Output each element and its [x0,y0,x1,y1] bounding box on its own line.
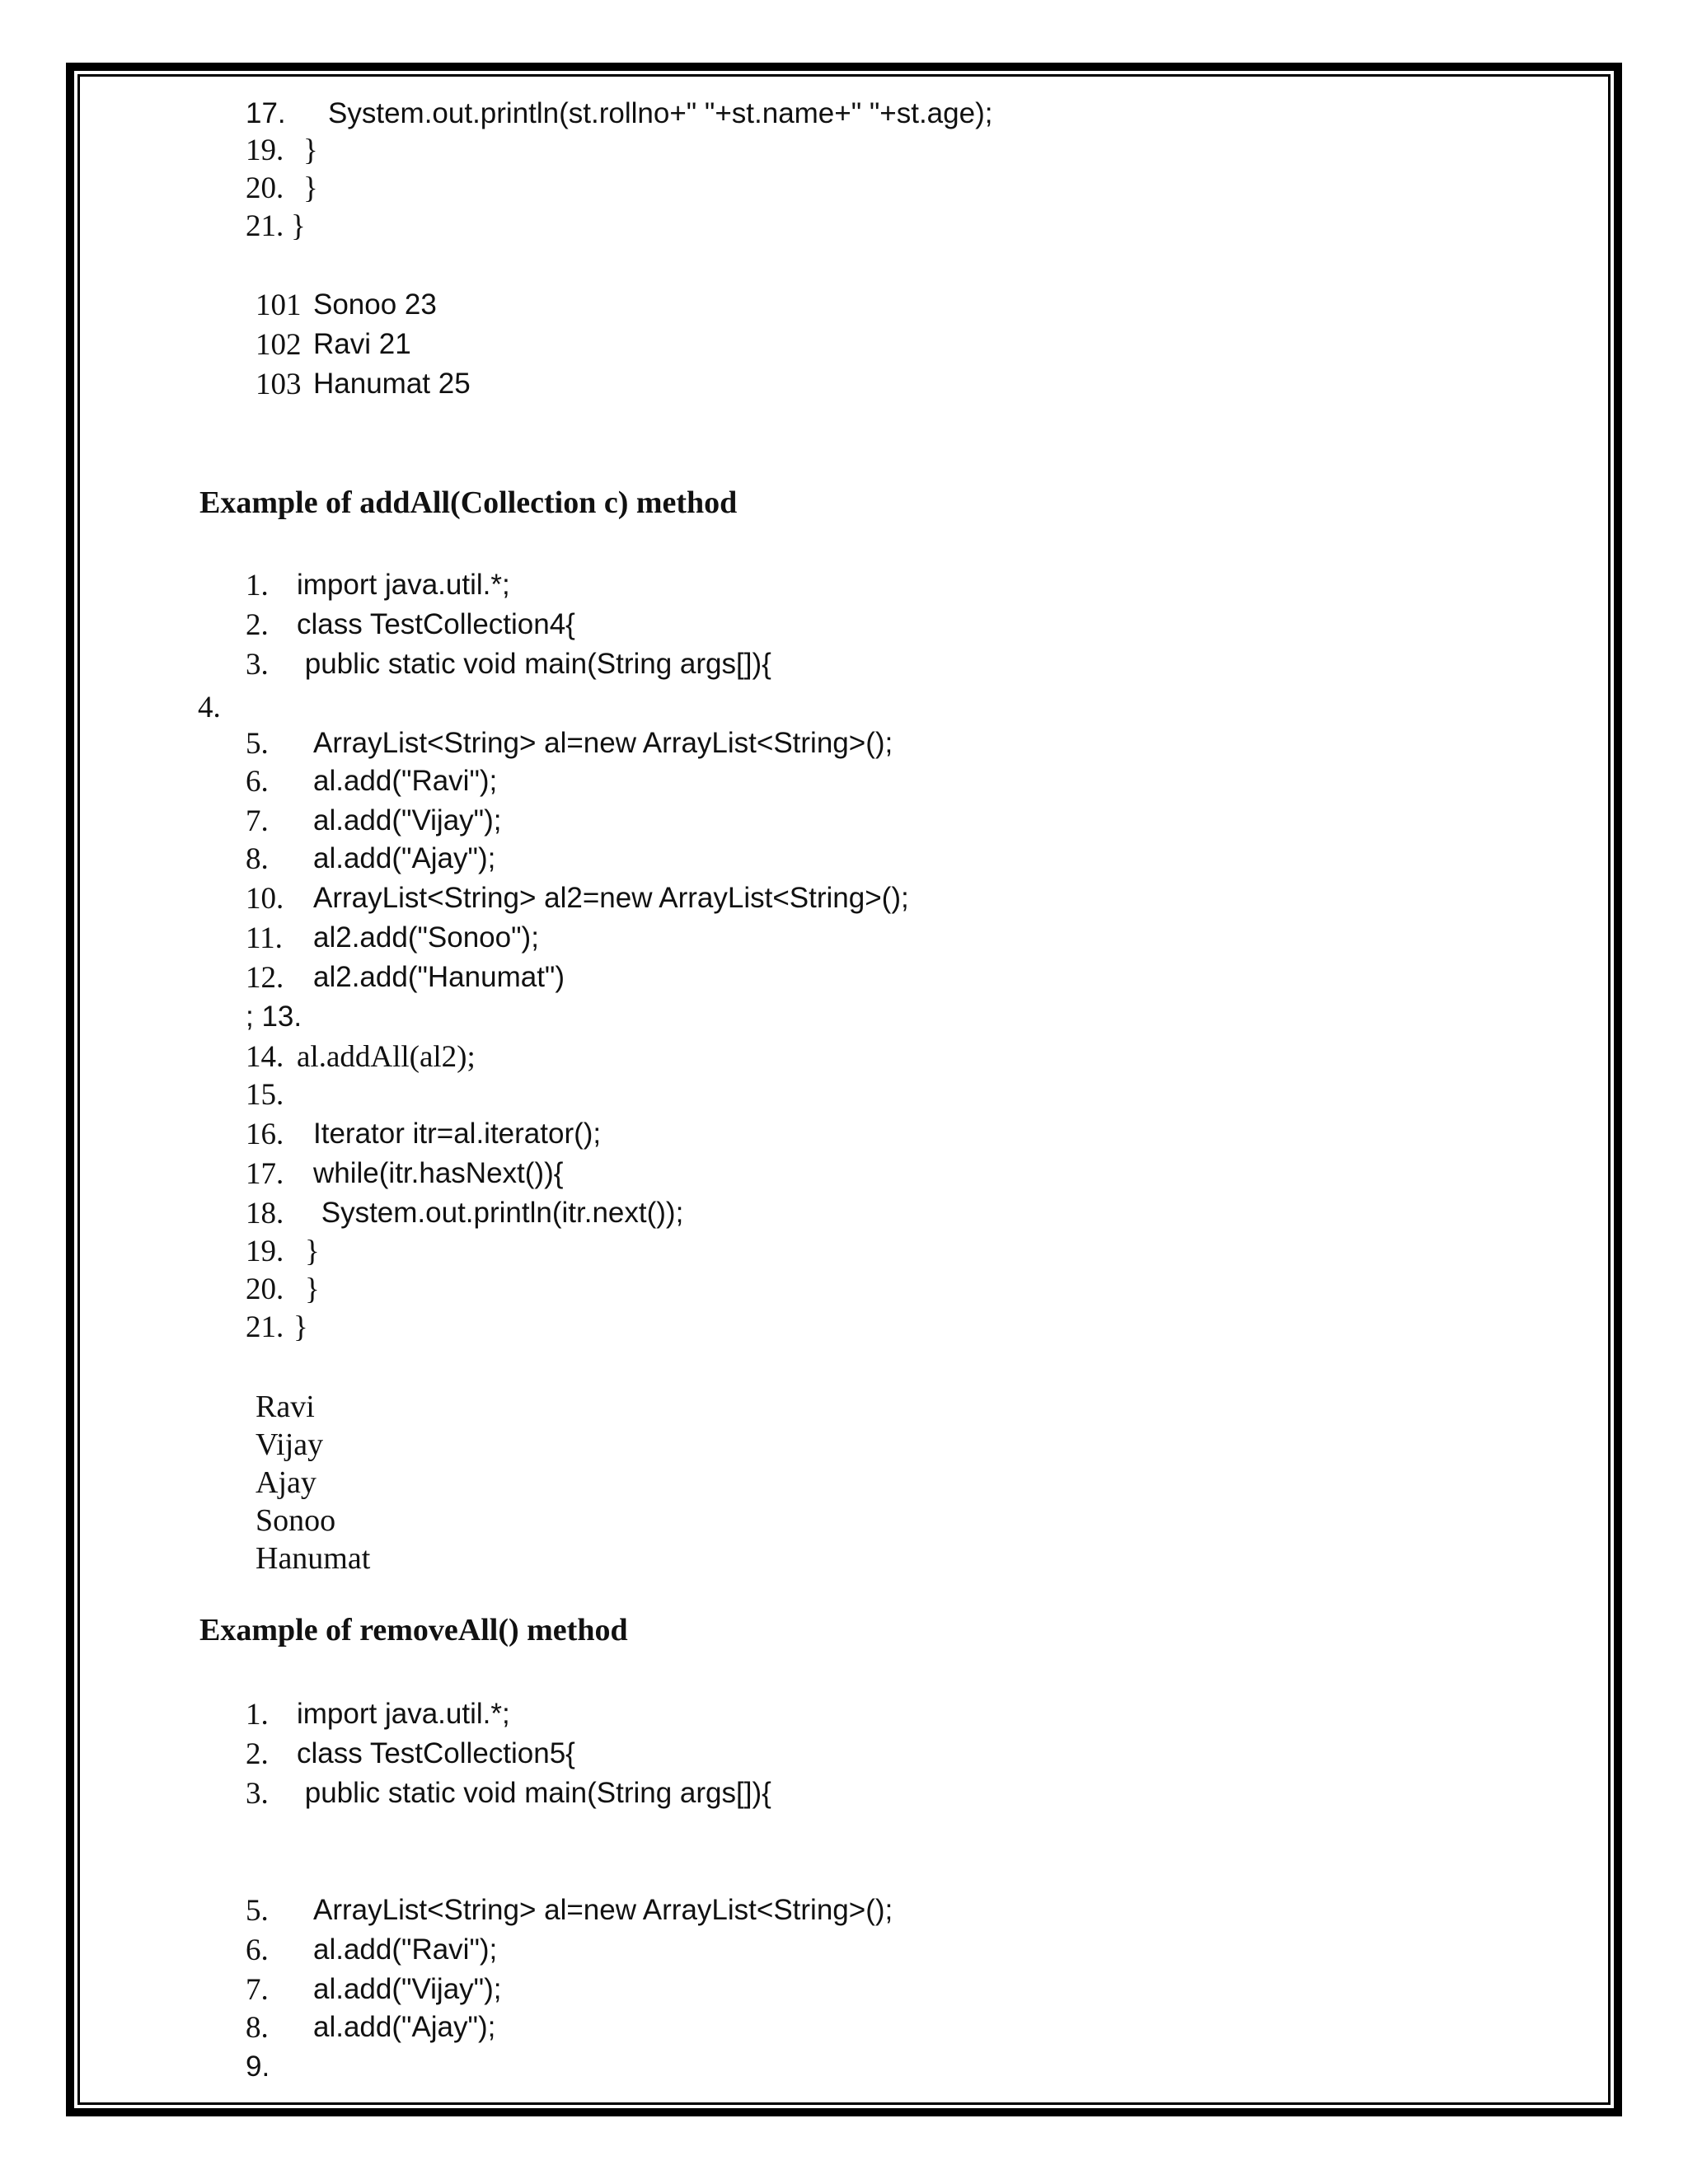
line-number: 10. [246,882,284,916]
code-line: al.addAll(al2); [297,1040,476,1074]
line-number: 1. [246,1698,269,1732]
code-line: } [291,209,306,243]
line-number: 2. [246,608,269,642]
code-line: al.add("Ajay"); [313,2011,496,2043]
line-number: 8. [246,2011,269,2045]
line-number: 5. [246,727,269,761]
line-number: 17. [246,97,286,129]
line-number: 3. [246,1777,269,1811]
line-number: 2. [246,1737,269,1771]
line-number: 12. [246,961,284,995]
output-id: 102 [256,328,302,362]
line-number: 17. [246,1157,284,1191]
line-number: 19. [246,134,284,167]
output-line: Hanumat 25 [313,368,471,400]
output-id: 103 [256,368,302,401]
code-line: ArrayList<String> al2=new ArrayList<String>(); [313,882,909,914]
code-line: Iterator itr=al.iterator(); [313,1118,602,1150]
output-line: Hanumat [256,1541,371,1576]
line-number: 21. [246,1310,284,1344]
output-line: Vijay [256,1427,324,1462]
code-line: System.out.println(itr.next()); [313,1197,684,1229]
code-line: import java.util.*; [297,569,510,601]
line-number: 7. [246,804,269,838]
code-line: } [303,134,318,167]
line-number: 9. [246,2050,270,2083]
output-line: Sonoo 23 [313,288,437,321]
line-number: 15. [246,1078,284,1112]
line-number: 6. [246,1933,269,1967]
output-line: Ravi 21 [313,328,411,360]
code-line: public static void main(String args[]){ [297,1777,771,1809]
code-line: ; 13. [246,1001,302,1033]
code-line: public static void main(String args[]){ [297,648,771,680]
line-number: 5. [246,1894,269,1928]
line-number: 3. [246,648,269,682]
line-number: 18. [246,1197,284,1230]
code-line: al.add("Ajay"); [313,842,496,874]
code-line: al.add("Vijay"); [313,804,502,837]
line-number: 14. [246,1040,284,1074]
code-line: al.add("Ravi"); [313,1933,498,1966]
line-number: 20. [246,171,284,205]
line-number: 16. [246,1118,284,1151]
section-heading-removeall: Example of removeAll() method [199,1613,628,1647]
line-number: 11. [246,921,283,955]
code-line: al.add("Ravi"); [313,765,498,797]
output-line: Sonoo [256,1503,336,1538]
line-number: 4. [198,691,221,724]
code-line: al2.add("Sonoo"); [313,921,539,954]
code-line: import java.util.*; [297,1698,510,1730]
code-line: } [303,171,318,205]
code-line: } [305,1272,320,1306]
code-line: ArrayList<String> al=new ArrayList<String>(); [313,1894,893,1926]
output-line: Ajay [256,1465,316,1500]
section-heading-addall: Example of addAll(Collection c) method [199,485,738,520]
code-line: } [305,1235,320,1268]
output-line: Ravi [256,1390,315,1424]
line-number: 19. [246,1235,284,1268]
code-line: class TestCollection4{ [297,608,575,640]
code-line: ArrayList<String> al=new ArrayList<String>(); [313,727,893,759]
code-line: al.add("Vijay"); [313,1973,502,2005]
line-number: 20. [246,1272,284,1306]
line-number: 7. [246,1973,269,2007]
output-id: 101 [256,288,302,322]
line-number: 21. [246,209,284,243]
code-line: al2.add("Hanumat") [313,961,565,993]
code-line: class TestCollection5{ [297,1737,575,1769]
code-line: System.out.println(st.rollno+" "+st.name+" "+st.age); [328,97,993,129]
line-number: 6. [246,765,269,799]
line-number: 1. [246,569,269,602]
line-number: 8. [246,842,269,876]
code-line: while(itr.hasNext()){ [313,1157,564,1189]
code-line: } [293,1310,308,1344]
